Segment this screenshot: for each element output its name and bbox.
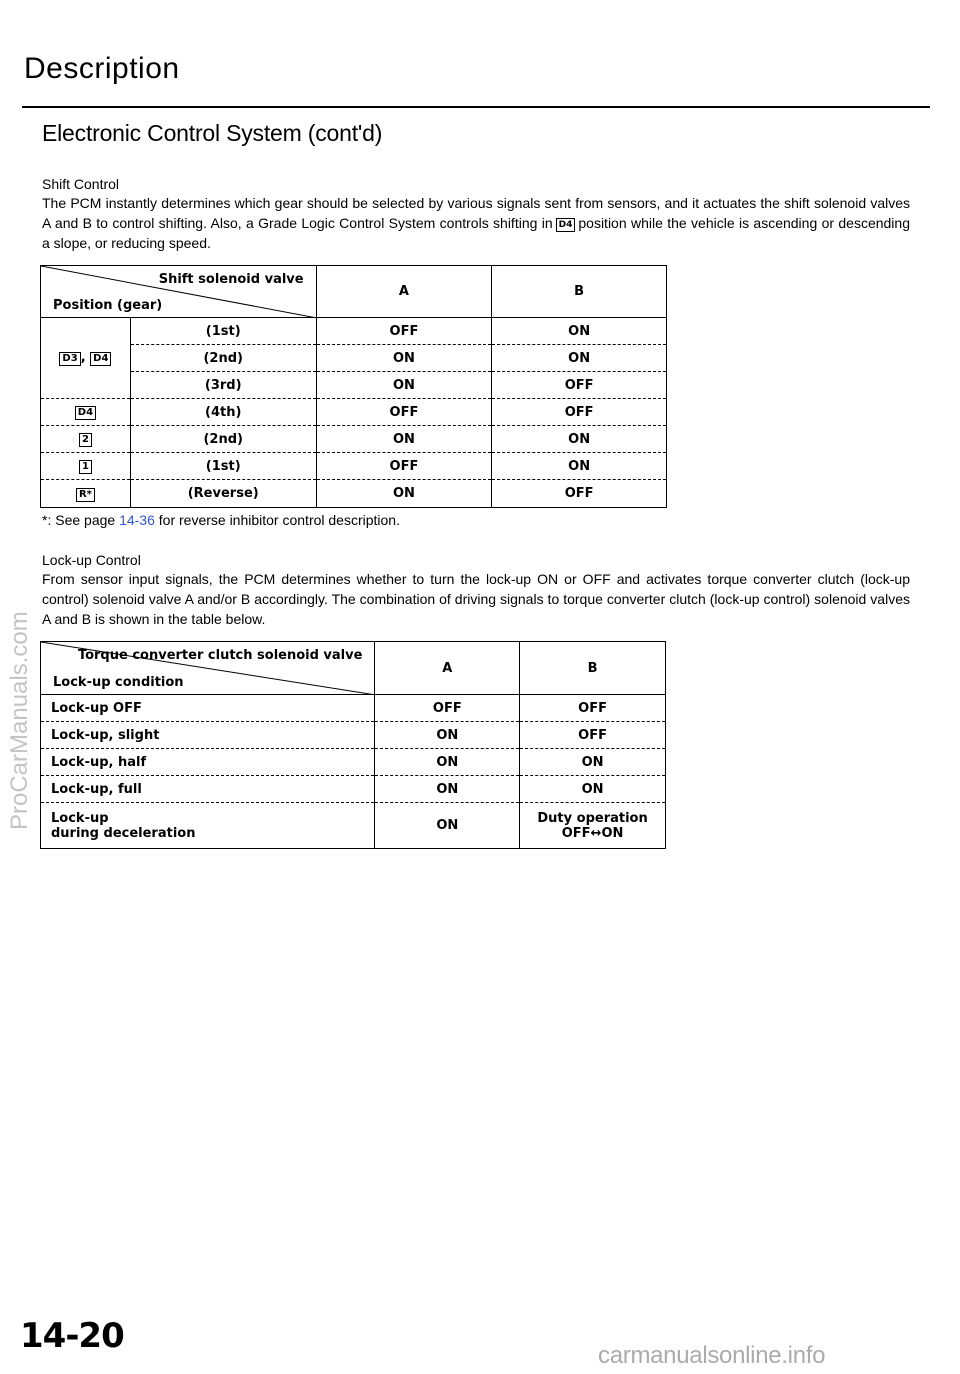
- watermark-side: ProCarManuals.com: [6, 611, 33, 830]
- valve-b-cell: OFF: [492, 480, 667, 508]
- lockup-control-paragraph: From sensor input signals, the PCM determines whether to turn the lock-up ON or OFF and activates torque converter clutch (lock-up control) solenoid valve A and/or B accordingly. The combination of driving signals to torque converter clutch (lock-up control) solenoid valves A and B is shown in the table below.: [42, 571, 910, 627]
- valve-a-cell: OFF: [316, 453, 492, 480]
- valve-a-cell: ON: [375, 722, 520, 749]
- d3-box: D3: [59, 352, 80, 366]
- shift-control-heading: Shift Control: [42, 176, 120, 192]
- lockup-condition-cell: Lock-up, slight: [41, 722, 375, 749]
- duty-operation-line1: Duty operation: [537, 810, 648, 826]
- shift-header-top: Shift solenoid valve: [158, 272, 304, 287]
- valve-a-cell: ON: [316, 480, 492, 508]
- lockup-control-heading: Lock-up Control: [42, 552, 141, 568]
- title-divider: [22, 106, 930, 108]
- gear-cell: (4th): [130, 399, 316, 426]
- lockup-header-bottom: Lock-up condition: [53, 675, 184, 690]
- valve-a-cell: ON: [375, 749, 520, 776]
- valve-a-cell: ON: [316, 372, 492, 399]
- gear-cell: (Reverse): [130, 480, 316, 508]
- valve-b-cell: ON: [492, 318, 667, 345]
- valve-b-cell: OFF: [492, 372, 667, 399]
- lockup-condition-line2: during deceleration: [51, 825, 196, 841]
- lockup-table-corner-header: [41, 642, 375, 695]
- shift-header-bottom: Position (gear): [53, 298, 163, 313]
- shift-table-corner-header: [41, 266, 317, 318]
- pos-1-cell: [41, 453, 131, 480]
- pos-box: 1: [79, 460, 92, 474]
- valve-a-cell: ON: [375, 803, 520, 849]
- gear-cell: (1st): [130, 453, 316, 480]
- footnote-prefix: *: See page: [42, 512, 116, 528]
- pos-box: R*: [76, 488, 95, 502]
- valve-a-cell: OFF: [316, 399, 492, 426]
- shift-control-text-2: position while the vehicle is ascending or descending a slope, or reducing speed.: [42, 215, 910, 251]
- section-title: Electronic Control System (cont'd): [42, 120, 383, 146]
- valve-b-cell: OFF: [492, 399, 667, 426]
- gear-cell: (1st): [130, 318, 316, 345]
- lockup-condition-line1: Lock-up: [51, 810, 109, 826]
- valve-b-cell: ON: [492, 426, 667, 453]
- gear-cell: (2nd): [130, 426, 316, 453]
- valve-b-cell: [520, 803, 666, 849]
- footnote-suffix: for reverse inhibitor control description.: [158, 512, 400, 528]
- d4-box: D4: [90, 352, 111, 366]
- lockup-col-a-header: A: [375, 642, 520, 695]
- duty-operation-line2: OFF↔ON: [561, 825, 624, 841]
- pos-box: 2: [79, 433, 92, 447]
- lockup-col-b-header: B: [520, 642, 666, 695]
- lockup-condition-cell: Lock-up OFF: [41, 695, 375, 722]
- lockup-table: [40, 641, 666, 849]
- valve-a-cell: OFF: [316, 318, 492, 345]
- valve-a-cell: ON: [316, 426, 492, 453]
- shift-col-b-header: B: [492, 266, 667, 318]
- valve-b-cell: OFF: [520, 722, 666, 749]
- shift-col-a-header: A: [316, 266, 492, 318]
- page-reference-link[interactable]: 14-36: [119, 512, 155, 528]
- pos-2-cell: [41, 426, 131, 453]
- valve-b-cell: ON: [492, 453, 667, 480]
- lockup-condition-cell: Lock-up, half: [41, 749, 375, 776]
- valve-b-cell: ON: [520, 749, 666, 776]
- valve-b-cell: ON: [520, 776, 666, 803]
- page-title: Description: [24, 52, 180, 85]
- valve-b-cell: ON: [492, 345, 667, 372]
- valve-a-cell: ON: [316, 345, 492, 372]
- shift-control-paragraph: [42, 193, 910, 253]
- watermark-bottom: carmanualsonline.info: [598, 1342, 826, 1369]
- valve-a-cell: ON: [375, 776, 520, 803]
- lockup-header-top: Torque converter clutch solenoid valve: [77, 648, 363, 663]
- pos-d3-d4-cell: D3 , D4: [41, 318, 131, 399]
- shift-solenoid-table: [40, 265, 667, 508]
- pos-d4-cell: [41, 399, 131, 426]
- lockup-condition-cell: Lock-up, full: [41, 776, 375, 803]
- page-number: 14-20: [20, 1316, 124, 1356]
- footnote: [42, 512, 400, 528]
- gear-cell: (2nd): [130, 345, 316, 372]
- shift-control-text-1: The PCM instantly determines which gear should be selected by various signals sent from sensors, and it actuates the shift solenoid valves A and B to control shifting. Also, a Grade Logic Control System controls shifting in: [42, 195, 910, 231]
- pos-r-cell: [41, 480, 131, 508]
- gear-cell: (3rd): [130, 372, 316, 399]
- d4-position-box: D4: [556, 218, 576, 232]
- lockup-condition-cell: [41, 803, 375, 849]
- pos-box: D4: [75, 406, 96, 420]
- valve-a-cell: OFF: [375, 695, 520, 722]
- valve-b-cell: OFF: [520, 695, 666, 722]
